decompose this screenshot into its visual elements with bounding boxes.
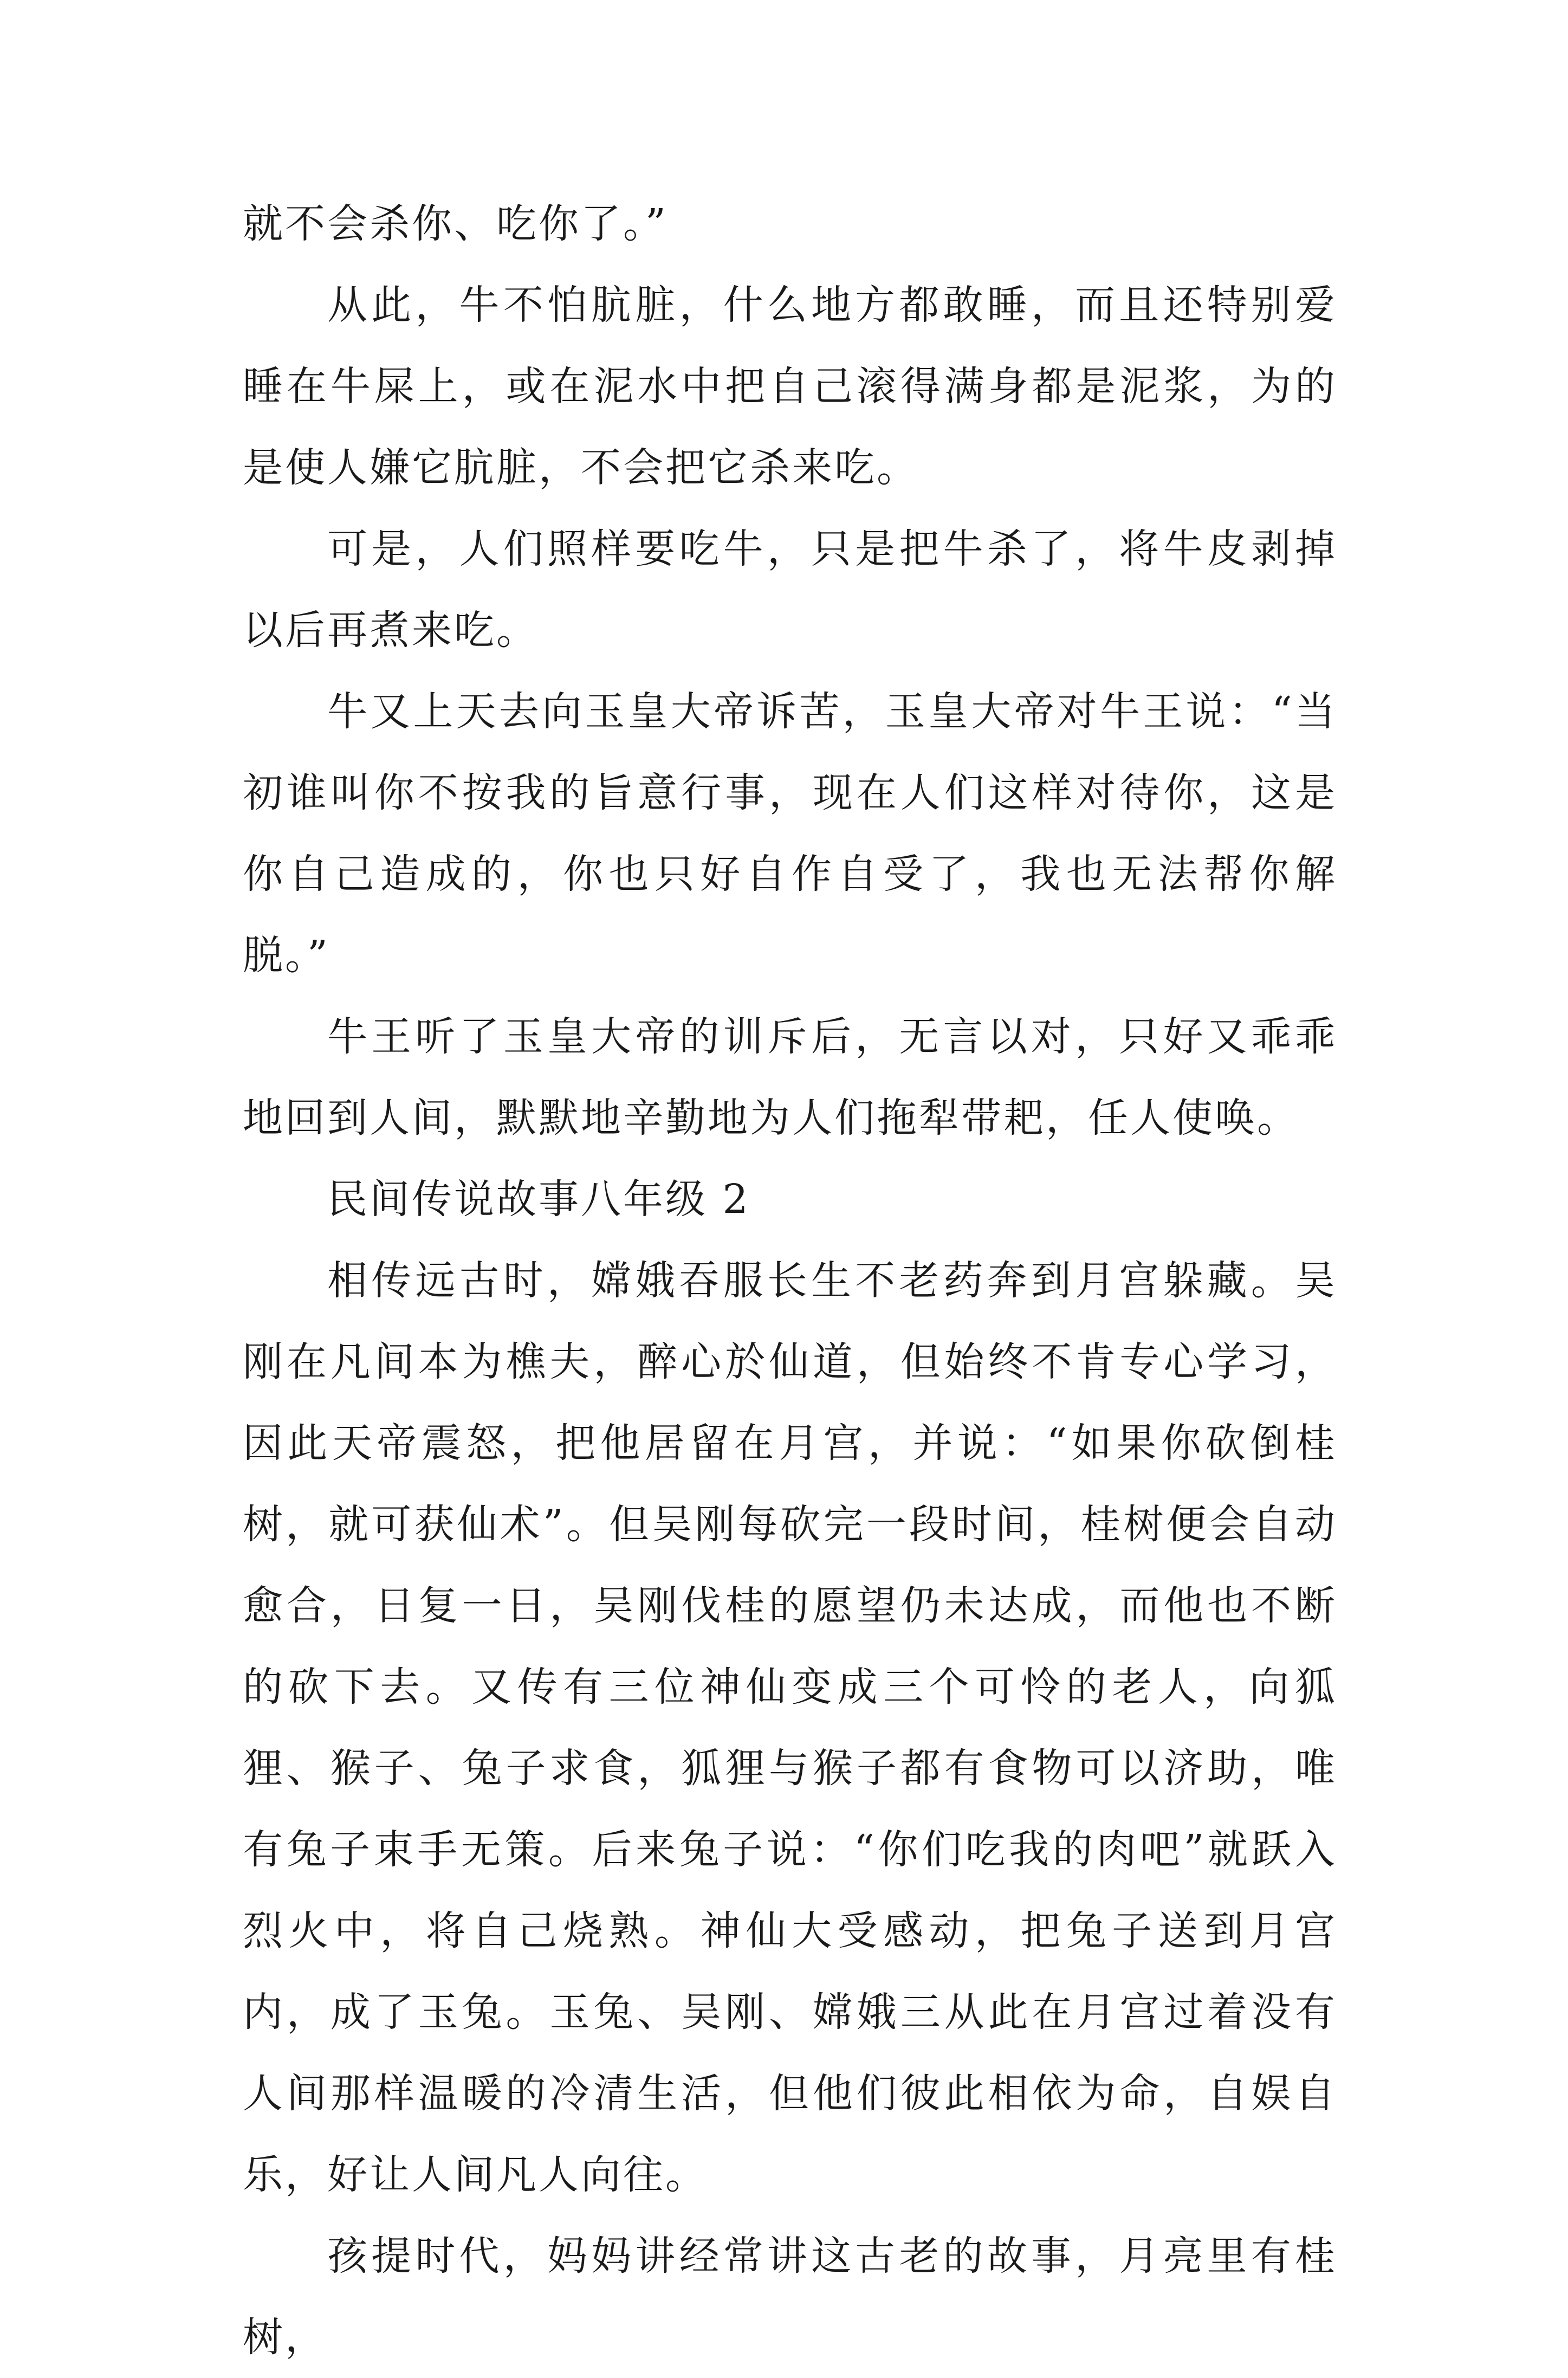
paragraph-3: 可是，人们照样要吃牛，只是把牛杀了，将牛皮剥掉以后再煮来吃。 [243, 526, 1337, 654]
paragraph-1: 就不会杀你、吃你了。” [243, 201, 668, 247]
document-body [243, 183, 1337, 2378]
paragraph-2: 从此，牛不怕肮脏，什么地方都敢睡，而且还特别爱睡在牛屎上，或在泥水中把自己滚得满身都是泥浆，为的是使人嫌它肮脏，不会把它杀来吃。 [243, 282, 1337, 491]
paragraph-5: 牛王听了玉皇大帝的训斥后，无言以对，只好又乖乖地回到人间，默默地辛勤地为人们拖犁带耙，任人使唤。 [243, 1013, 1337, 1141]
paragraph-4: 牛又上天去向玉皇大帝诉苦，玉皇大帝对牛王说：“当初谁叫你不按我的旨意行事，现在人们这样对待你，这是你自己造成的，你也只好自作自受了，我也无法帮你解脱。” [243, 688, 1337, 979]
section-heading: 民间传说故事八年级 2 [327, 1176, 750, 1223]
paragraph-8: 孩提时代，妈妈讲经常讲这古老的故事，月亮里有桂树， [243, 2233, 1337, 2361]
paragraph-7: 相传远古时，嫦娥吞服长生不老药奔到月宫躲藏。吴刚在凡间本为樵夫，醉心於仙道，但始终不肯专心学习，因此天帝震怒，把他居留在月宫，并说：“如果你砍倒桂树，就可获仙术”。但吴刚每砍完一段时间，桂树便会自动愈合，日复一日，吴刚伐桂的愿望仍未达成，而他也不断的砍下去。又传有三位神仙变成三个可怜的老人，向狐狸、猴子、兔子求食，狐狸与猴子都有食物可以济助，唯有兔子束手无策。后来兔子说：“你们吃我的肉吧”就跃入烈火中，将自己烧熟。神仙大受感动，把兔子送到月宫内，成了玉兔。玉兔、吴刚、嫦娥三从此在月宫过着没有人间那样温暖的冷清生活，但他们彼此相依为命，自娱自乐，好让人间凡人向往。 [243, 1257, 1337, 2198]
